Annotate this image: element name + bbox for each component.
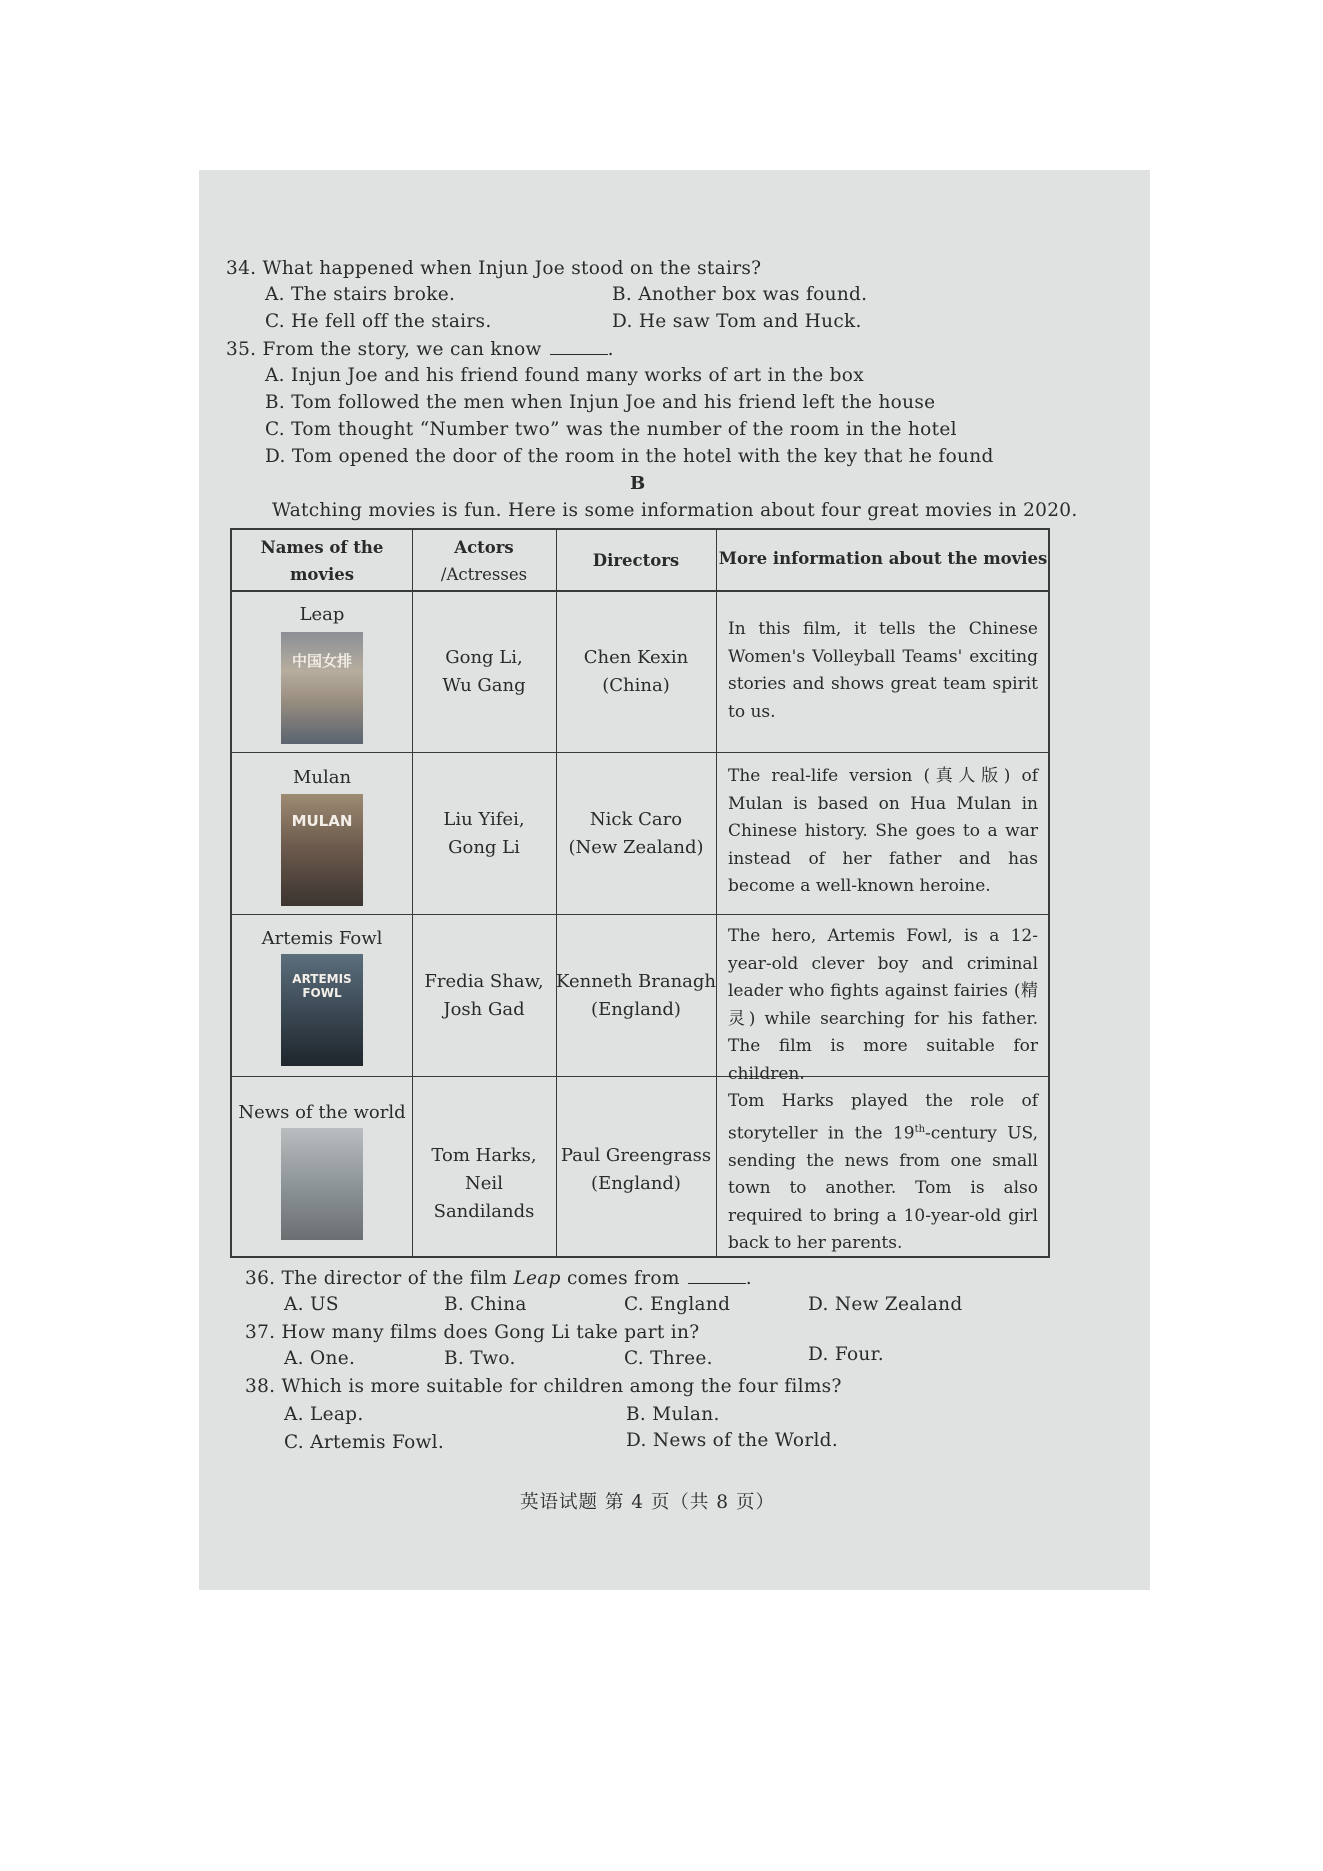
q35-option-b: B. Tom followed the men when Injun Joe and his friend left the house — [265, 392, 936, 413]
q35-option-d: D. Tom opened the door of the room in the hotel with the key that he found — [265, 446, 994, 467]
director-mulan: Nick Caro (New Zealand) — [568, 809, 704, 858]
q37-option-c: C. Three. — [624, 1348, 713, 1369]
director-artemis-fowl: Kenneth Branagh (England) — [556, 971, 717, 1020]
header-actors: Actors /Actresses — [440, 538, 528, 584]
q38-option-c: C. Artemis Fowl. — [284, 1432, 445, 1453]
info-news-of-the-world: Tom Harks played the role of storyteller in the 19th-century US, sending the news from one small town to another. Tom is also required to bring a 10-year-old girl back to her parents. — [728, 1091, 1038, 1254]
actors-news-of-the-world: Tom Harks, Neil Sandilands — [431, 1145, 537, 1222]
header-more-info: More information about the movies — [718, 549, 1048, 568]
table-divider — [232, 914, 1048, 915]
q35-option-c: C. Tom thought “Number two” was the number of the room in the hotel — [265, 419, 957, 440]
movie-title-mulan: Mulan — [292, 767, 352, 788]
question-37: 37. How many films does Gong Li take part in? — [245, 1322, 700, 1343]
section-intro: Watching movies is fun. Here is some information about four great movies in 2020. — [272, 500, 1078, 521]
question-38: 38. Which is more suitable for children among the four films? — [245, 1376, 842, 1397]
section-label: B — [630, 473, 646, 494]
header-movie-name: Names of the movies — [260, 538, 384, 584]
q36-option-c: C. England — [624, 1294, 731, 1315]
q35-option-a: A. Injun Joe and his friend found many works of art in the box — [265, 365, 864, 386]
q34-option-c: C. He fell off the stairs. — [265, 311, 492, 332]
actors-leap: Gong Li, Wu Gang — [442, 647, 526, 696]
movie-title-leap: Leap — [299, 604, 345, 625]
movie-table — [230, 528, 1050, 1258]
q38-option-a: A. Leap. — [284, 1404, 364, 1425]
question-34: 34. What happened when Injun Joe stood on the stairs? — [226, 258, 762, 279]
q36-option-b: B. China — [444, 1294, 527, 1315]
director-leap: Chen Kexin (China) — [583, 647, 689, 696]
q34-option-b: B. Another box was found. — [612, 284, 868, 305]
poster-leap: 中国女排 — [281, 632, 363, 744]
actors-artemis-fowl: Fredia Shaw, Josh Gad — [424, 971, 544, 1020]
q37-option-a: A. One. — [284, 1348, 356, 1369]
table-divider — [232, 752, 1048, 753]
q36-option-d: D. New Zealand — [808, 1294, 963, 1315]
poster-artemis-fowl: ARTEMIS FOWL — [281, 954, 363, 1066]
info-artemis-fowl: The hero, Artemis Fowl, is a 12-year-old clever boy and criminal leader who fights against fairies (精灵) while searching for his father. The film is more suitable for children. — [728, 926, 1038, 1084]
page-footer: 英语试题 第 4 页（共 8 页） — [520, 1492, 775, 1513]
actors-mulan: Liu Yifei, Gong Li — [443, 809, 525, 858]
q38-option-b: B. Mulan. — [626, 1404, 720, 1425]
q34-option-a: A. The stairs broke. — [265, 284, 456, 305]
q37-option-b: B. Two. — [444, 1348, 516, 1369]
info-mulan: The real-life version (真人版) of Mulan is based on Hua Mulan in Chinese history. She goes to a war instead of her father and has become a well-known heroine. — [728, 766, 1038, 896]
table-divider — [716, 530, 717, 1256]
question-35: 35. From the story, we can know . — [226, 339, 614, 360]
movie-title-news-of-the-world: News of the world — [238, 1102, 406, 1123]
q36-option-a: A. US — [284, 1294, 339, 1315]
director-news-of-the-world: Paul Greengrass (England) — [560, 1145, 712, 1194]
q37-option-d: D. Four. — [808, 1344, 884, 1365]
info-leap: In this film, it tells the Chinese Women's Volleyball Teams' exciting stories and shows great team spirit to us. — [728, 619, 1038, 722]
question-36: 36. The director of the film Leap comes from . — [245, 1268, 752, 1289]
q38-option-d: D. News of the World. — [626, 1430, 839, 1451]
poster-news-of-the-world — [281, 1128, 363, 1240]
movie-title-artemis-fowl: Artemis Fowl — [261, 928, 383, 949]
q34-option-d: D. He saw Tom and Huck. — [612, 311, 862, 332]
poster-mulan: MULAN — [281, 794, 363, 906]
header-directors: Directors — [592, 551, 680, 570]
